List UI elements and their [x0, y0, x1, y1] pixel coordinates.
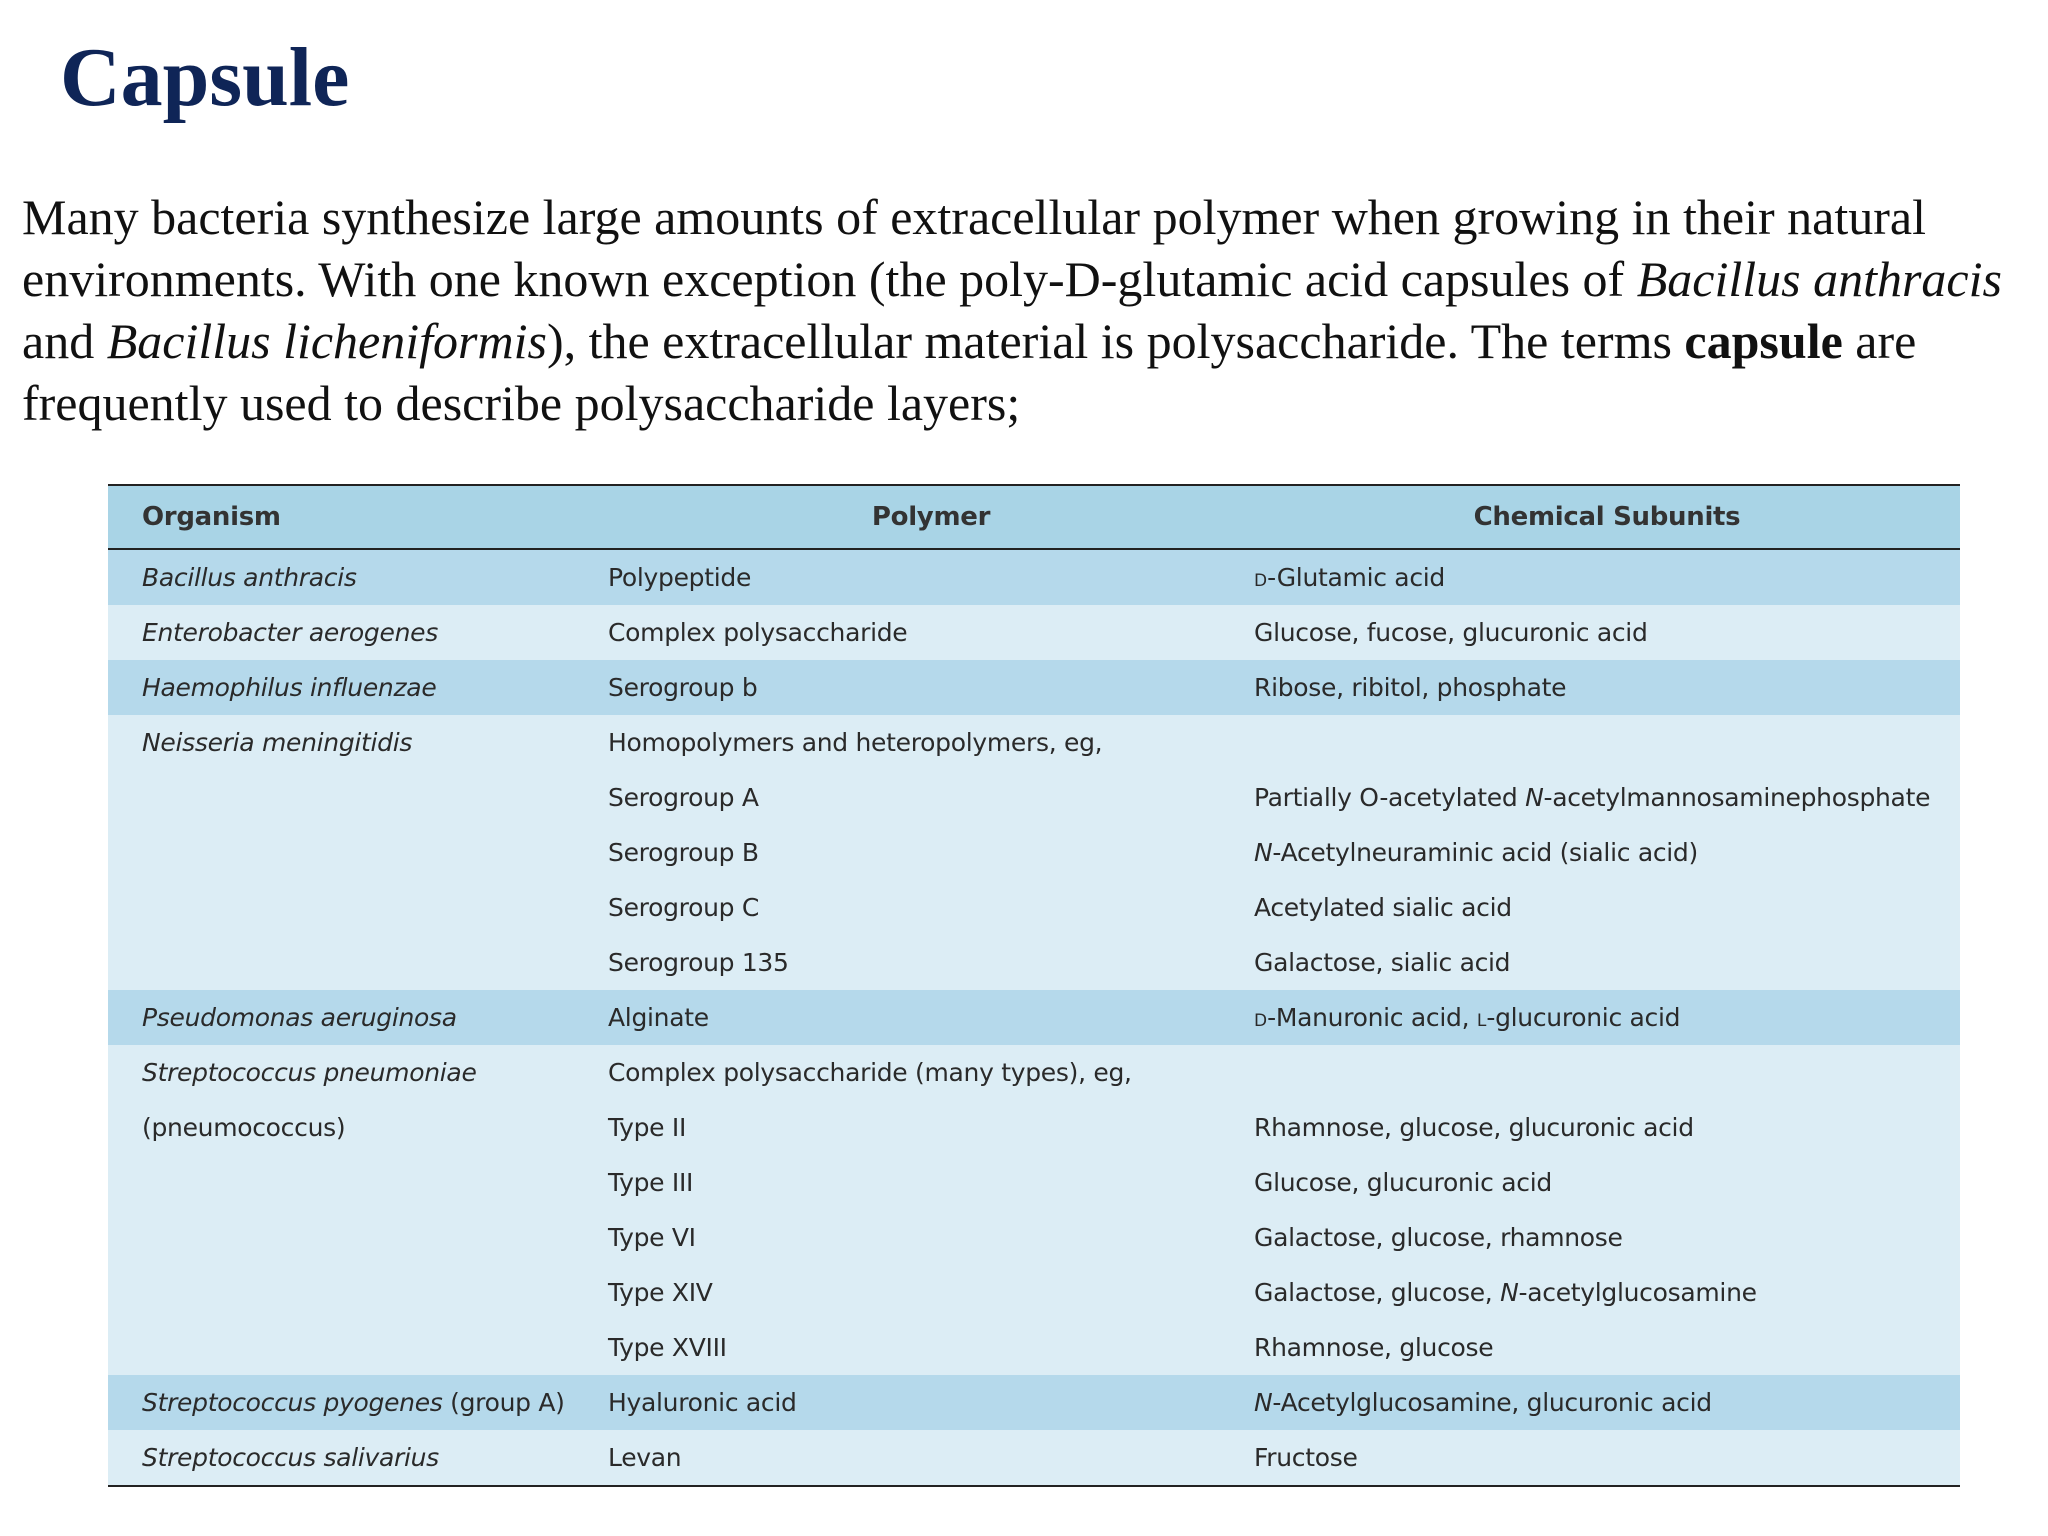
- organism-cell: [108, 825, 608, 880]
- subunits-cell: Galactose, glucose, rhamnose: [1254, 1210, 1960, 1265]
- intro-text-1: Many bacteria synthesize large amounts of extracellular polymer when growing in their natural environments. With one known exception (the poly-D-glutamic acid capsules of: [22, 189, 1926, 307]
- organism-cell: Neisseria meningitidis: [108, 715, 608, 770]
- subunits-italic-n: N: [1500, 1278, 1519, 1307]
- table-row: [108, 1045, 1960, 1100]
- organism-italic: Streptococcus pyogenes: [142, 1388, 443, 1417]
- intro-organism-2: Bacillus licheniformis: [106, 313, 547, 369]
- organism-cell: Streptococcus pneumoniae: [108, 1045, 608, 1100]
- table-row: [108, 1430, 1960, 1486]
- subunits-cell: [1254, 1265, 1960, 1320]
- table-row: [108, 1100, 1960, 1155]
- polymer-cell: Serogroup A: [608, 770, 1254, 825]
- table-row: [108, 605, 1960, 660]
- subunits-cell: Fructose: [1254, 1430, 1960, 1486]
- subunits-cell: Glucose, fucose, glucuronic acid: [1254, 605, 1960, 660]
- polymer-cell: Homopolymers and heteropolymers, eg,: [608, 715, 1254, 770]
- subunits-cell: Glucose, glucuronic acid: [1254, 1155, 1960, 1210]
- polymer-cell: Serogroup b: [608, 660, 1254, 715]
- polymer-cell: Type XIV: [608, 1265, 1254, 1320]
- organism-cell: Pseudomonas aeruginosa: [108, 990, 608, 1045]
- organism-cell: Bacillus anthracis: [108, 549, 608, 605]
- polymer-cell: Hyaluronic acid: [608, 1375, 1254, 1430]
- table-row: [108, 880, 1960, 935]
- intro-paragraph: [22, 186, 2022, 434]
- table-row: [108, 935, 1960, 990]
- intro-text-4: are frequently used to describe polysaccharide layers;: [22, 313, 1917, 431]
- capsule-table: [108, 484, 1960, 1487]
- polymer-cell: Serogroup C: [608, 880, 1254, 935]
- header-polymer: Polymer: [871, 502, 991, 532]
- table-row: [108, 549, 1960, 605]
- polymer-cell: Type III: [608, 1155, 1254, 1210]
- subunits-text: Partially O-acetylated: [1254, 783, 1526, 812]
- subunits-text: -Acetylglucosamine, glucuronic acid: [1272, 1388, 1712, 1417]
- capsule-table-container: [108, 484, 1960, 1487]
- small-caps-prefix: D: [1254, 571, 1268, 591]
- polymer-cell: Levan: [608, 1430, 1254, 1486]
- organism-cell: [108, 880, 608, 935]
- subunits-cell: Galactose, sialic acid: [1254, 935, 1960, 990]
- organism-suffix: (group A): [442, 1388, 565, 1417]
- table-row: [108, 1265, 1960, 1320]
- intro-text-3: ), the extracellular material is polysaccharide. The terms: [546, 313, 1685, 369]
- subunits-italic-n: N: [1254, 1388, 1273, 1417]
- polymer-cell: Type XVIII: [608, 1320, 1254, 1375]
- table-row: [108, 660, 1960, 715]
- polymer-cell: Serogroup B: [608, 825, 1254, 880]
- table-row: [108, 1155, 1960, 1210]
- polymer-cell: Alginate: [608, 990, 1254, 1045]
- subunits-text: -glucuronic acid: [1486, 1003, 1681, 1032]
- intro-text-2: and: [22, 313, 107, 369]
- table-row: [108, 990, 1960, 1045]
- subunits-text: -Acetylneuraminic acid (sialic acid): [1272, 838, 1698, 867]
- polymer-cell: Polypeptide: [608, 549, 1254, 605]
- subunits-cell: Acetylated sialic acid: [1254, 880, 1960, 935]
- header-organism: Organism: [142, 502, 281, 532]
- subunits-cell: Rhamnose, glucose: [1254, 1320, 1960, 1375]
- small-caps-prefix: L: [1476, 1011, 1487, 1031]
- polymer-cell: Complex polysaccharide (many types), eg,: [608, 1045, 1254, 1100]
- organism-cell: [108, 1155, 608, 1210]
- table-row: [108, 715, 1960, 770]
- subunits-cell: [1254, 990, 1960, 1045]
- subunits-cell: [1254, 825, 1960, 880]
- organism-cell: [108, 935, 608, 990]
- subunits-cell: Ribose, ribitol, phosphate: [1254, 660, 1960, 715]
- table-row: [108, 770, 1960, 825]
- organism-cell: Haemophilus influenzae: [108, 660, 608, 715]
- table-header-row: [108, 485, 1960, 549]
- subunits-text: -acetylglucosamine: [1518, 1278, 1757, 1307]
- page-title: Capsule: [60, 31, 350, 124]
- subunits-cell: [1254, 1375, 1960, 1430]
- organism-cell: [108, 1265, 608, 1320]
- subunits-text: -Manuronic acid,: [1267, 1003, 1477, 1032]
- polymer-cell: Type II: [608, 1100, 1254, 1155]
- organism-cell: Enterobacter aerogenes: [108, 605, 608, 660]
- subunits-text: -acetylmannosaminephosphate: [1543, 783, 1931, 812]
- subunits-italic-n: N: [1525, 783, 1544, 812]
- organism-cell: Streptococcus salivarius: [108, 1430, 608, 1486]
- intro-organism-1: Bacillus anthracis: [1636, 251, 2002, 307]
- table-row: [108, 1210, 1960, 1265]
- organism-cell: [108, 1210, 608, 1265]
- organism-cell: [108, 1375, 608, 1430]
- polymer-cell: Type VI: [608, 1210, 1254, 1265]
- polymer-cell: Serogroup 135: [608, 935, 1254, 990]
- organism-cell: [108, 1320, 608, 1375]
- subunits-cell: [1254, 1045, 1960, 1100]
- subunits-cell: [1254, 549, 1960, 605]
- polymer-cell: Complex polysaccharide: [608, 605, 1254, 660]
- organism-cell: (pneumococcus): [108, 1100, 608, 1155]
- subunits-italic-n: N: [1254, 838, 1273, 867]
- small-caps-prefix: D: [1254, 1011, 1268, 1031]
- subunits-cell: Rhamnose, glucose, glucuronic acid: [1254, 1100, 1960, 1155]
- organism-cell: [108, 770, 608, 825]
- header-chemical-subunits: Chemical Subunits: [1473, 502, 1741, 532]
- subunits-cell: [1254, 770, 1960, 825]
- table-row: [108, 1375, 1960, 1430]
- subunits-text: Galactose, glucose,: [1254, 1278, 1501, 1307]
- subunits-text: -Glutamic acid: [1267, 563, 1445, 592]
- table-row: [108, 825, 1960, 880]
- table-row: [108, 1320, 1960, 1375]
- intro-term-capsule: capsule: [1684, 313, 1843, 369]
- subunits-cell: [1254, 715, 1960, 770]
